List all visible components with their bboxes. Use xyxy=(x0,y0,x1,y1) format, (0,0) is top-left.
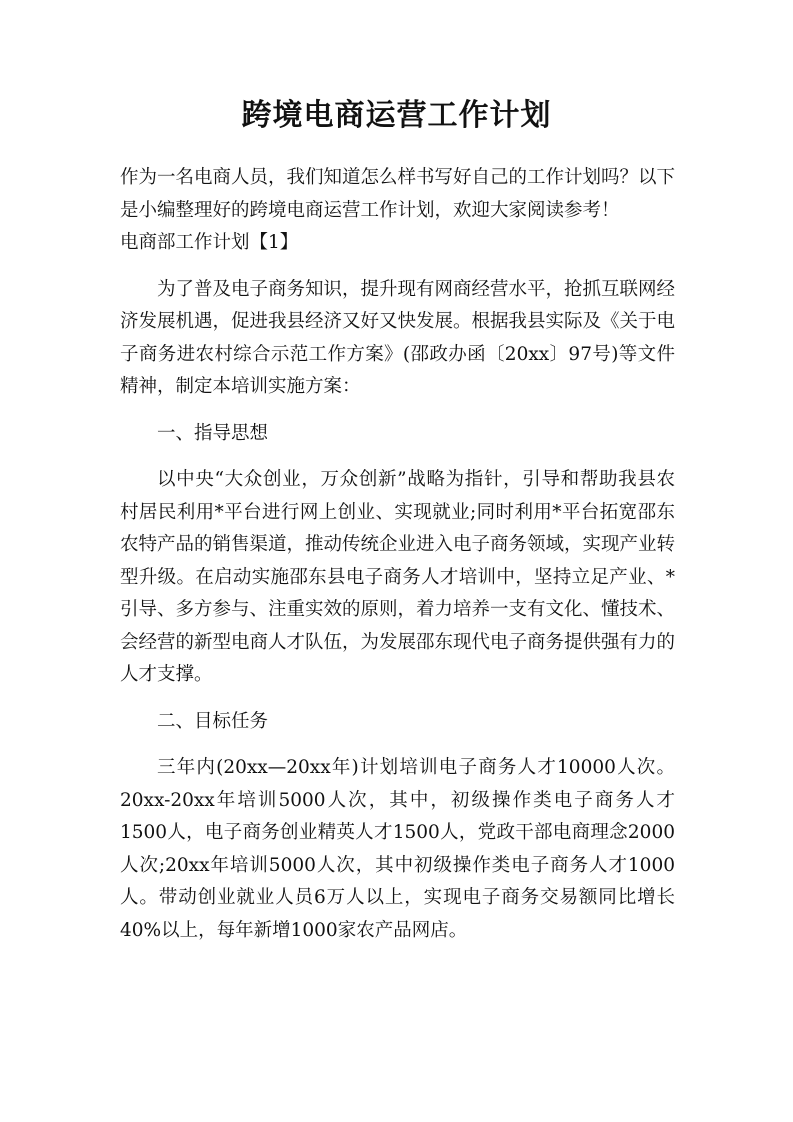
document-body xyxy=(120,162,675,961)
section-heading-targets: 二、目标任务 xyxy=(157,710,269,732)
body-paragraph-3: 三年内(20xx—20xx年)计划培训电子商务人才10000人次。20xx-20xx年培训5000人次，其中，初级操作类电子商务人才1500人，电子商务创业精英人才1500人，党政干部电商理念2000人次;20xx年培训5000人次，其中初级操作类电子商务人才1000人。带动创业就业人员6万人以上，实现电子商务交易额同比增长40%以上，每年新增1000家农产品网店。 xyxy=(120,757,675,941)
section-label: 电商部工作计划【1】 xyxy=(120,232,299,253)
body-paragraph-2: 以中央“大众创业，万众创新”战略为指针，引导和帮助我县农村居民利用*平台进行网上创业、实现就业;同时利用*平台拓宽邵东农特产品的销售渠道，推动传统企业进入电子商务领域，实现产业转型升级。在启动实施邵东县电子商务人才培训中，坚持立足产业、*引导、多方参与、注重实效的原则，着力培养一支有文化、懂技术、会经营的新型电商人才队伍，为发展邵东现代电子商务提供强有力的人才支撑。 xyxy=(120,469,676,685)
section-heading-guiding-thought: 一、指导思想 xyxy=(157,422,269,444)
body-paragraph-1: 为了普及电子商务知识，提升现有网商经营水平，抢抓互联网经济发展机遇，促进我县经济又好又快发展。根据我县实际及《关于电子商务进农村综合示范工作方案》(邵政办函〔20xx〕97号)等文件精神，制定本培训实施方案： xyxy=(120,278,676,397)
intro-paragraph: 作为一名电商人员，我们知道怎么样书写好自己的工作计划吗？以下是小编整理好的跨境电商运营工作计划，欢迎大家阅读参考！ xyxy=(120,167,676,221)
document-title: 跨境电商运营工作计划 xyxy=(241,98,552,133)
